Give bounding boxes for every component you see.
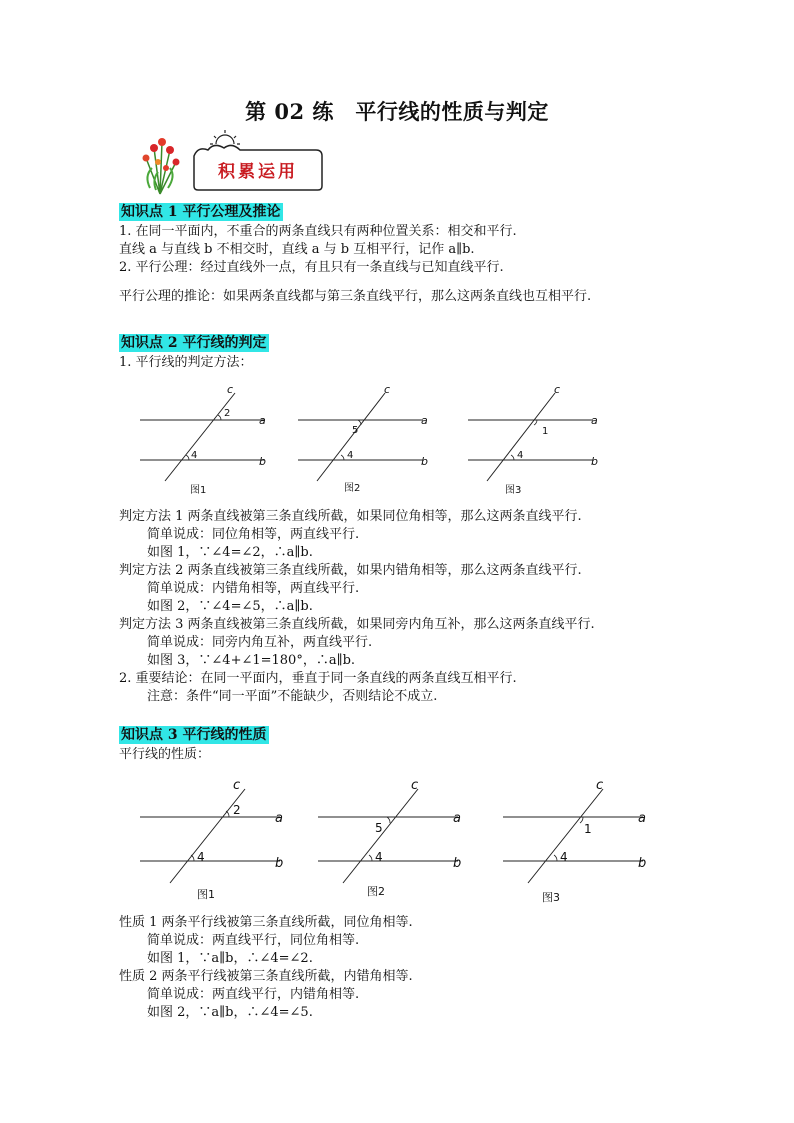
angle-label: 4 [197, 850, 205, 864]
angle-label: 5 [352, 425, 359, 436]
section-banner [132, 128, 332, 196]
text-line: 2. 重要结论：在同一平面内，垂直于同一条直线的两条直线互相平行. [119, 671, 517, 686]
label-c: c [227, 383, 234, 396]
angle-label: 2 [233, 803, 241, 817]
angle-label: 1 [584, 822, 592, 836]
figure-caption: 图1 [190, 485, 207, 496]
text-line: 简单说成：两直线平行，同位角相等. [147, 933, 360, 948]
angle-label: 4 [347, 450, 354, 461]
figure-3b [500, 775, 660, 909]
text-line: 如图 1，∵∠4=∠2，∴a∥b. [147, 545, 313, 560]
svg-text:c: c [596, 778, 604, 793]
svg-text:a: a [453, 811, 461, 826]
figure-2b [315, 775, 475, 909]
label-a: a [259, 414, 266, 427]
svg-text:a: a [421, 414, 428, 427]
svg-text:c: c [411, 778, 419, 793]
sun-icon [210, 130, 240, 144]
text-line: 性质 1 两条平行线被第三条直线所截，同位角相等. [119, 915, 413, 930]
angle-label: 4 [375, 850, 383, 864]
angle-label: 1 [542, 426, 549, 437]
svg-text:a: a [591, 414, 598, 427]
svg-text:c: c [233, 778, 241, 793]
text-line: 性质 2 两条平行线被第三条直线所截，内错角相等. [119, 969, 413, 984]
figure-1 [135, 383, 285, 502]
svg-text:c: c [554, 383, 561, 396]
text-line: 判定方法 1 两条直线被第三条直线所截，如果同位角相等，那么这两条直线平行. [119, 509, 582, 524]
text-line: 判定方法 2 两条直线被第三条直线所截，如果内错角相等，那么这两条直线平行. [119, 563, 582, 578]
angle-label: 5 [375, 821, 383, 835]
text-line: 简单说成：同旁内角互补，两直线平行. [147, 635, 373, 650]
section-heading-1: 知识点 1 平行公理及推论 [121, 204, 281, 220]
text-line: 判定方法 3 两条直线被第三条直线所截，如果同旁内角互补，那么这两条直线平行. [119, 617, 595, 632]
figure-1b [135, 775, 295, 909]
text-line: 简单说成：内错角相等，两直线平行. [147, 581, 360, 596]
svg-text:b: b [453, 856, 462, 871]
angle-label: 4 [560, 850, 568, 864]
svg-text:c: c [384, 383, 391, 396]
text-line: 直线 a 与直线 b 不相交时，直线 a 与 b 互相平行，记作 a∥b. [119, 242, 475, 257]
figure-3 [465, 383, 615, 502]
svg-text:b: b [421, 455, 428, 468]
text-line: 1. 平行线的判定方法： [119, 355, 253, 370]
svg-text:a: a [275, 811, 283, 826]
page-title: 第 02 练 平行线的性质与判定 [245, 99, 549, 124]
text-line: 平行公理的推论：如果两条直线都与第三条直线平行，那么这两条直线也互相平行. [119, 289, 592, 304]
svg-text:b: b [275, 856, 284, 871]
figure-caption: 图1 [197, 888, 215, 901]
text-line: 如图 3，∵∠4+∠1=180°，∴a∥b. [147, 653, 356, 668]
angle-label: 4 [517, 450, 524, 461]
text-line: 如图 1，∵a∥b，∴∠4=∠2. [147, 951, 313, 966]
line-c [165, 393, 235, 481]
flower-icon [143, 138, 180, 194]
text-line: 注意：条件“同一平面”不能缺少，否则结论不成立. [147, 689, 438, 704]
banner-text: 积累运用 [218, 162, 298, 182]
svg-text:b: b [591, 455, 598, 468]
figure-caption: 图2 [367, 885, 385, 898]
section-heading-3: 知识点 3 平行线的性质 [121, 727, 267, 743]
text-line: 1. 在同一平面内，不重合的两条直线只有两种位置关系：相交和平行. [119, 224, 517, 239]
text-line: 2. 平行公理：经过直线外一点，有且只有一条直线与已知直线平行. [119, 260, 504, 275]
banner-graphic [132, 128, 332, 196]
text-line: 简单说成：同位角相等，两直线平行. [147, 527, 360, 542]
figure-caption: 图2 [344, 483, 361, 494]
figure-caption: 图3 [505, 485, 522, 496]
angle-label: 4 [191, 450, 198, 461]
text-line: 如图 2，∵a∥b，∴∠4=∠5. [147, 1005, 313, 1020]
text-line: 平行线的性质： [119, 747, 211, 762]
svg-text:b: b [638, 856, 647, 871]
angle-label: 2 [224, 408, 231, 419]
text-line: 简单说成：两直线平行，内错角相等. [147, 987, 360, 1002]
label-b: b [259, 455, 266, 468]
text-line: 如图 2，∵∠4=∠5，∴a∥b. [147, 599, 313, 614]
section-heading-2: 知识点 2 平行线的判定 [121, 335, 267, 351]
svg-text:a: a [638, 811, 646, 826]
figure-2 [295, 383, 445, 502]
figure-caption: 图3 [542, 891, 560, 904]
